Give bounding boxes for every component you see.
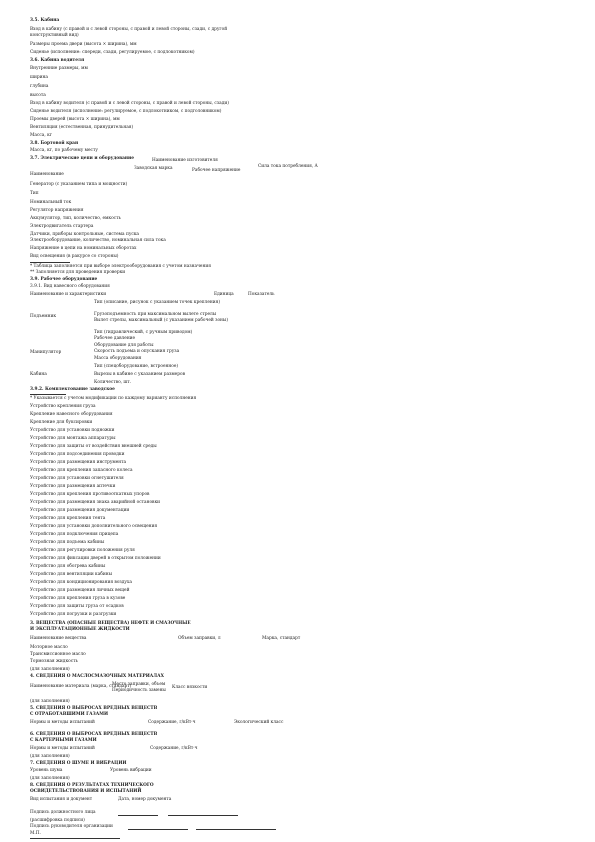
table-cell: Тип (описание, рисунок с указанием точек крепления) [94, 300, 221, 305]
section-heading: ОСВИДЕТЕЛЬСТВОВАНИЯ И ИСПЫТАНИЙ [30, 789, 142, 794]
table-header-cell: Наименование [30, 172, 64, 177]
text-line: высота [30, 93, 46, 98]
list-item: Устройство для защиты от воздействия внешней среды [30, 444, 157, 449]
text-line: глубина [30, 84, 49, 89]
list-item: Крепление для буксировки [30, 420, 93, 425]
table-header-cell: Содержание, г/кВт·ч [150, 746, 198, 751]
table-header-cell: Нормы и методы испытаний [30, 720, 95, 725]
table-header-cell: Единица [214, 292, 234, 297]
divider [30, 838, 120, 839]
text-line: конструктивный вид) [30, 33, 79, 38]
table-cell: Манипулятор [30, 350, 62, 355]
table-row: Электродвигатель стартера [30, 224, 94, 229]
heading-electrics: 3.7. Электрические цепи и оборудование [30, 156, 134, 161]
list-item: Устройство для крепления груза в кузове [30, 596, 126, 601]
table-cell: Количество, шт. [94, 380, 132, 385]
table-row: Номинальный ток [30, 200, 72, 205]
table-row: Генератор (с указанием типа и мощности) [30, 182, 128, 187]
section-heading: 8. СВЕДЕНИЯ О РЕЗУЛЬТАТАХ ТЕХНИЧЕСКОГО [30, 783, 154, 788]
table-row: Аккумулятор, тип, количество, емкость [30, 216, 121, 221]
table-row: Датчики, приборы контрольные, система пуска [30, 232, 139, 237]
table-header-cell: Марка, стандарт [262, 636, 301, 641]
list-item: Устройство для кондиционирования воздуха [30, 580, 132, 585]
signature-label: Подпись руководителя организации [30, 824, 113, 829]
table-header-cell: Класс вязкости [172, 685, 208, 690]
list-item: Устройство для крепления тента [30, 516, 106, 521]
note: (для заполнения) [30, 667, 70, 672]
table-header-cell: Содержание, г/кВт·ч [148, 720, 196, 725]
table-header-cell: Наименование вещества [30, 636, 87, 641]
text-line: Вход в кабину водителя (с правой и с левой стороны, с правой и левой стороны, сзади) [30, 101, 229, 106]
table-row: Напряжение в цепи на номинальных оборотах [30, 246, 137, 251]
table-header-cell: Рабочее напряжение [192, 168, 241, 173]
table-cell: Вырезы в кабине с указанием размеров [94, 372, 185, 377]
text-line: Размеры проема двери (высота × ширина), мм [30, 42, 137, 47]
section-heading: 5. СВЕДЕНИЯ О ВЫБРОСАХ ВРЕДНЫХ ВЕЩЕСТВ [30, 706, 158, 711]
table-cell: Тип (спецоборудование, встроенное) [94, 364, 179, 369]
list-item: Крепление навесного оборудования [30, 412, 113, 417]
section-heading: 3. ВЕЩЕСТВА (ОПАСНЫЕ ВЕЩЕСТВА) НЕФТЕ И СМАЗОЧНЫЕ [30, 621, 191, 626]
table-header-cell: Объем заправки, л [178, 636, 221, 641]
list-item: Устройство для размещения личных вещей [30, 588, 130, 593]
list-item: Устройство для погрузки и разгрузки [30, 612, 117, 617]
list-item: Устройство для размещения инструмента [30, 460, 127, 465]
note: (для заполнения) [30, 754, 70, 759]
heading-cabin: 3.5. Кабина [30, 18, 60, 23]
table-row: Моторное масло [30, 645, 68, 650]
table-row: Трансмиссионное масло [30, 652, 86, 657]
table-header-cell: Наименование материала (марка, стандарт) [30, 684, 132, 689]
footnote: * Указывается с учетом модификации по каждому варианту исполнения [30, 396, 197, 401]
text-line: Внутренние размеры, мм [30, 66, 88, 71]
table-cell: Кабина [30, 372, 47, 377]
list-item: Устройство для размещения документации [30, 508, 130, 513]
table-header-cell: Показатель [248, 292, 275, 297]
list-item: Устройство для крепления противооткатных упоров [30, 492, 150, 497]
list-item: Устройство для защиты груза от осадков [30, 604, 124, 609]
list-item: Устройство крепления груза [30, 404, 96, 409]
table-cell: Подъемник [30, 314, 57, 319]
table-cell: Тип (гидравлический, с ручным приводом) [94, 330, 193, 335]
heading-crane: 3.8. Бортовой кран [30, 141, 79, 146]
text-line: Сиденье водителя (исполнение: регулируемое, с подлокотником, с подголовником) [30, 109, 222, 114]
table-header-cell: Наименование и характеристики [30, 292, 107, 297]
list-item: Устройство для установки огнетушителя [30, 476, 124, 481]
heading-equipment: 3.9. Рабочее оборудование [30, 277, 98, 282]
table-row: Вид освещения (в ракурсе со стороны) [30, 254, 119, 259]
section-heading: 6. СВЕДЕНИЯ О ВЫБРОСАХ ВРЕДНЫХ ВЕЩЕСТВ [30, 732, 158, 737]
section-heading: С КАРТЕРНЫМИ ГАЗАМИ [30, 738, 97, 743]
signature-label: Подпись должностного лица [30, 810, 96, 815]
note: (для заполнения) [30, 776, 70, 781]
text-line: Масса, кг, по рабочему месту [30, 148, 98, 153]
table-header-cell: Место заправки, объем [112, 682, 166, 687]
signature-caption: (расшифровка подписи) [30, 818, 85, 823]
section-heading: С ОТРАБОТАВШИМИ ГАЗАМИ [30, 712, 109, 717]
list-item: Устройство для монтажа аппаратуры [30, 436, 116, 441]
table-header-cell: Наименование изготовителя [152, 158, 218, 163]
list-item: Устройство для крепления запасного колеса [30, 468, 133, 473]
table-row: Регулятор напряжения [30, 208, 84, 213]
section-heading: И ЭКСПЛУАТАЦИОННЫЕ ЖИДКОСТИ [30, 627, 130, 632]
table-header-cell: Экологический класс [234, 720, 284, 725]
list-item: Устройство для вентиляции кабины [30, 572, 113, 577]
table-row: Тормозная жидкость [30, 659, 78, 664]
table-header-cell: Периодичность замены [112, 688, 166, 693]
table-row: Тип [30, 191, 39, 196]
footnote: * Таблица заполняется при выборе электрооборудования с учетом назначения [30, 264, 211, 269]
text-line: Сиденье (исполнение: спереди, сзади, регулируемое, с подлокотником) [30, 50, 195, 55]
section-heading: 7. СВЕДЕНИЯ О ШУМЕ И ВИБРАЦИИ [30, 761, 127, 766]
text-line: Вход в кабину (с правой и с левой стороны, с правой и левой стороны, сзади, с другой [30, 27, 228, 32]
table-row: Электрооборудование, количество, номинальная сила тока [30, 238, 166, 243]
list-item: Устройство для размещения знака аварийной остановки [30, 500, 161, 505]
divider [30, 394, 66, 395]
text-line: ширина [30, 75, 48, 80]
table-cell: Рабочее давление [94, 336, 136, 341]
table-header-cell: Заводская марка [134, 166, 173, 171]
table-cell: Грузоподъемность при максимальном вылете стрелы [94, 312, 217, 317]
text-line: Проемы дверей (высота × ширина), мм [30, 117, 120, 122]
signature-line [128, 829, 188, 830]
list-item: Устройство для установки дополнительного освещения [30, 524, 158, 529]
table-cell: Вылет стрелы, максимальный (с указанием рабочей зоны) [94, 318, 228, 323]
section-heading: 4. СВЕДЕНИЯ О МАСЛОСМАЗОЧНЫХ МАТЕРИАЛАХ [30, 674, 164, 679]
table-header-cell: Нормы и методы испытаний [30, 746, 95, 751]
divider [30, 262, 70, 263]
signature-line [168, 815, 238, 816]
list-item: Устройство для регулировки положения руля [30, 548, 135, 553]
text-line: 3.9.1. Вид навесного оборудования [30, 284, 110, 289]
table-cell: Оборудование для работы [94, 343, 154, 348]
list-item: Устройство для обогрева кабины [30, 564, 106, 569]
table-cell: Скорость подъема и опускания груза [94, 349, 180, 354]
list-item: Устройство для подъема кабины [30, 540, 105, 545]
stamp-label: М.П. [30, 831, 41, 836]
note: (для заполнения) [30, 699, 70, 704]
table-header-cell: Уровень вибрации [110, 768, 152, 773]
list-item: Устройство для подсоединения проводки [30, 452, 125, 457]
list-item: Устройство для фиксации дверей в открытом положении [30, 556, 161, 561]
table-header-cell: Вид испытания и документ [30, 797, 93, 802]
heading-equipment-set: 3.9.2. Комплектование заводское [30, 387, 115, 392]
table-header-cell: Сила тока потребления, А [258, 164, 318, 169]
signature-line [196, 829, 276, 830]
list-item: Устройство для размещения аптечки [30, 484, 116, 489]
signature-line [118, 815, 158, 816]
footnote: ** Заполняется для проведения проверки [30, 270, 126, 275]
text-line: Масса, кг [30, 133, 53, 138]
list-item: Устройство для установки подножки [30, 428, 115, 433]
text-line: Вентиляция (естественная, принудительная) [30, 125, 134, 130]
table-header-cell: Дата, номер документа [118, 797, 172, 802]
table-header-cell: Уровень шума [30, 768, 63, 773]
table-cell: Масса оборудования [94, 356, 142, 361]
heading-driver-cabin: 3.6. Кабина водителя [30, 58, 85, 63]
list-item: Устройство для подключения прицепа [30, 532, 119, 537]
